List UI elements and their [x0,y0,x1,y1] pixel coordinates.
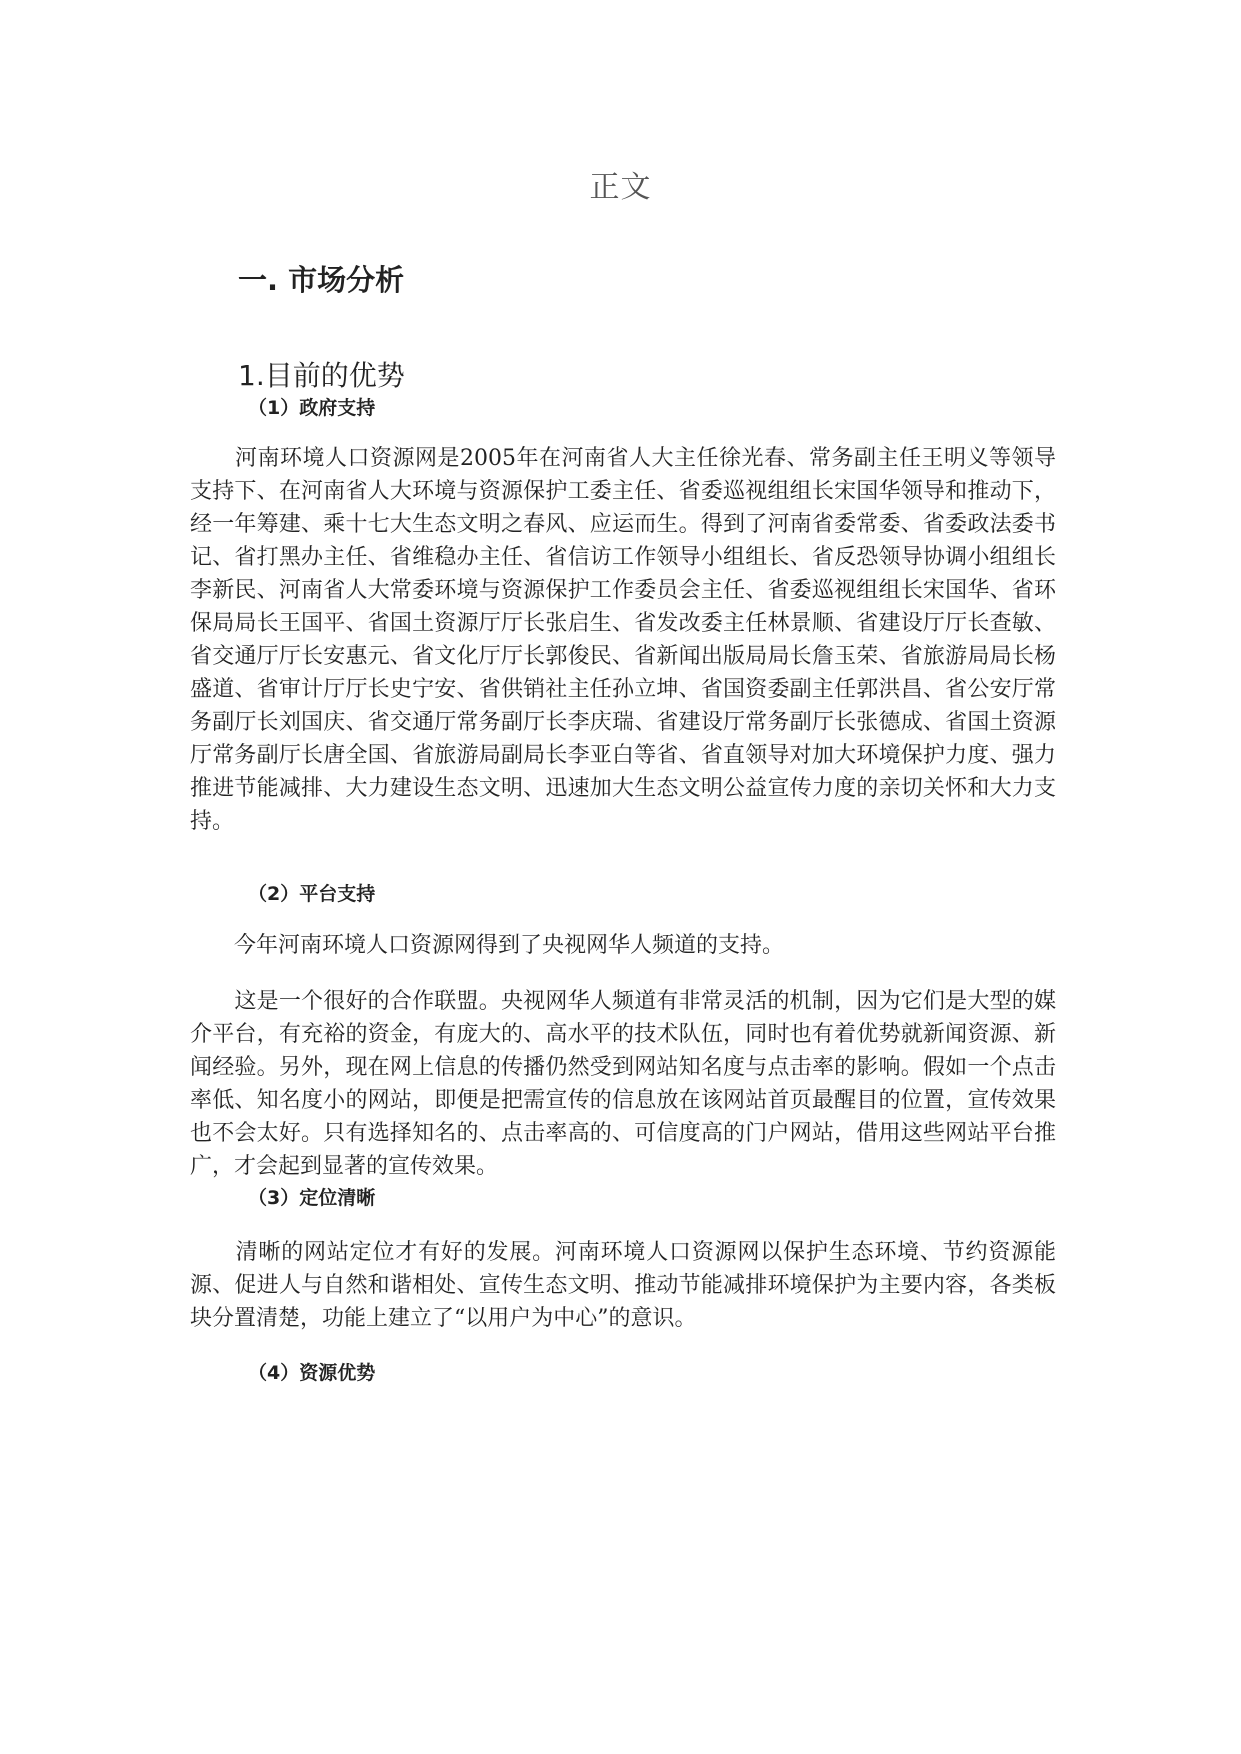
paragraph-platform-support-1: 今年河南环境人口资源网得到了央视网华人频道的支持。 [190,933,785,958]
heading-resource-advantage: （4）资源优势 [248,1362,376,1384]
paragraph-platform-support-2: 这是一个很好的合作联盟。央视网华人频道有非常灵活的机制，因为它们是大型的媒介平台，有充裕的资金，有庞大的、高水平的技术队伍，同时也有着优势就新闻资源、新闻经验。另外，现在网上信息的传播仍然受到网站知名度与点击率的影响。假如一个点击率低、知名度小的网站，即便是把需宣传的信息放在该网站首页最醒目的位置，宣传效果也不会太好。只有选择知名的、点击率高的、可信度高的门户网站，借用这些网站平台推广，才会起到显著的宣传效果。 [190,989,1056,1179]
heading-government-support: （1）政府支持 [248,397,376,419]
paragraph-clear-positioning: 清晰的网站定位才有好的发展。河南环境人口资源网以保护生态环境、节约资源能源、促进人与自然和谐相处、宣传生态文明、推动节能减排环境保护为主要内容，各类板块分置清楚，功能上建立了“以用户为中心”的意识。 [190,1240,1056,1331]
paragraph-government-support: 河南环境人口资源网是2005年在河南省人大主任徐光春、常务副主任王明义等领导支持下、在河南省人大环境与资源保护工委主任、省委巡视组组长宋国华领导和推动下，经一年筹建、乘十七大生态文明之春风、应运而生。得到了河南省委常委、省委政法委书记、省打黑办主任、省维稳办主任、省信访工作领导小组组长、省反恐领导协调小组组长李新民、河南省人大常委环境与资源保护工作委员会主任、省委巡视组组长宋国华、省环保局局长王国平、省国土资源厅厅长张启生、省发改委主任林景顺、省建设厅厅长查敏、省交通厅厅长安惠元、省文化厅厅长郭俊民、省新闻出版局局长詹玉荣、省旅游局局长杨盛道、省审计厅厅长史宁安、省供销社主任孙立坤、省国资委副主任郭洪昌、省公安厅常务副厅长刘国庆、省交通厅常务副厅长李庆瑞、省建设厅常务副厅长张德成、省国土资源厅常务副厅长唐全国、省旅游局副局长李亚白等省、省直领导对加大环境保护力度、强力推进节能减排、大力建设生态文明、迅速加大生态文明公益宣传力度的亲切关怀和大力支持。 [190,446,1056,834]
heading-clear-positioning: （3）定位清晰 [248,1187,376,1209]
page-title: 正文 [589,170,652,205]
section-heading: 一. 市场分析 [238,263,405,297]
subsection-heading: 1.目前的优势 [238,359,405,392]
heading-platform-support: （2）平台支持 [248,883,376,905]
